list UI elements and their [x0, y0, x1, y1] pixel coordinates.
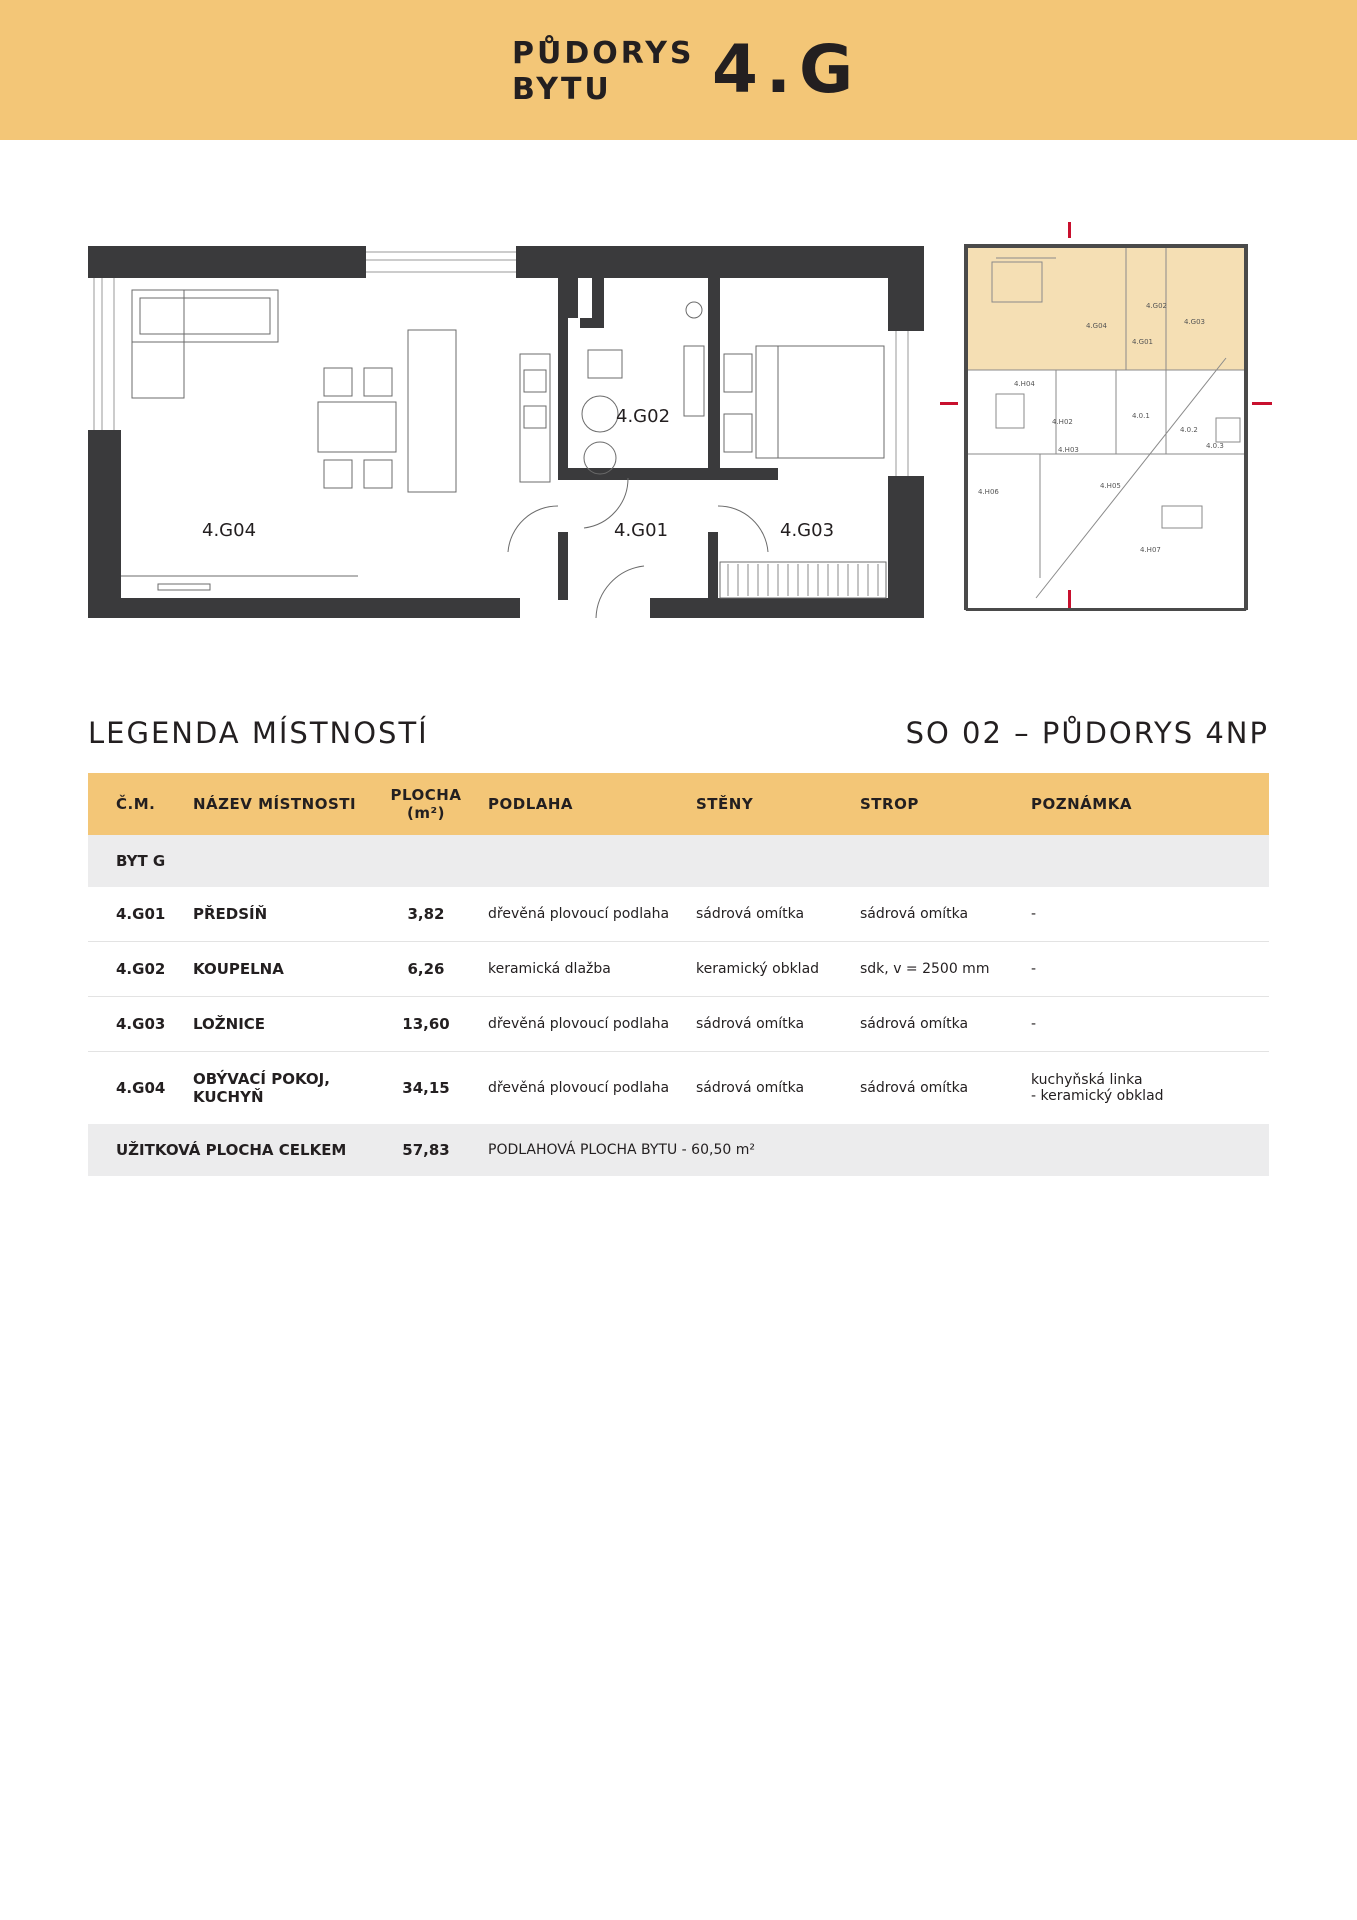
total-area: 57,83: [378, 1124, 474, 1176]
col-header-walls: STĚNY: [696, 773, 858, 835]
wall-left-lower: [88, 430, 121, 618]
apartment-code: 4.G: [712, 31, 862, 108]
cell-note: -: [1029, 887, 1269, 942]
key-label-h06: 4.H06: [978, 488, 999, 496]
cell-ceiling: sádrová omítka: [860, 1080, 969, 1096]
table-group-row: [88, 835, 1269, 887]
table-row: [88, 887, 1269, 942]
cell-cm: 4.G03: [88, 997, 193, 1052]
cell-name: [193, 1052, 378, 1125]
cell-name-line2: KUCHYŇ: [193, 1088, 264, 1106]
col-header-area-line2: (m²): [407, 804, 445, 822]
key-label-g01: 4.G01: [1132, 338, 1154, 346]
cell-cm: 4.G04: [116, 1079, 166, 1097]
header-kicker-line1: PŮDORYS: [512, 36, 695, 71]
key-label-g04: 4.G04: [1086, 322, 1108, 330]
cell-note: [1029, 1052, 1269, 1125]
key-label-h07: 4.H07: [1140, 546, 1161, 554]
cell-ceiling: sádrová omítka: [858, 887, 1029, 942]
cell-note-line2: - keramický obklad: [1031, 1088, 1164, 1104]
room-legend-table: [88, 773, 1269, 1176]
cell-floor: dřevěná plovoucí podlaha: [474, 997, 696, 1052]
cell-floor: dřevěná plovoucí podlaha: [474, 887, 696, 942]
header-kicker-line2: BYTU: [512, 72, 612, 107]
key-label-h04: 4.H04: [1014, 380, 1035, 388]
key-label-g02: 4.G02: [1146, 302, 1168, 310]
col-header-cm: Č.M.: [88, 773, 193, 835]
cell-note: -: [1029, 942, 1269, 997]
table-header-row: [88, 773, 1269, 835]
table-row: [88, 997, 1269, 1052]
key-plan-highlight: [966, 246, 1246, 370]
table-row: [88, 1052, 1269, 1125]
col-header-ceiling: STROP: [858, 773, 1029, 835]
key-label-01: 4.0.1: [1132, 412, 1150, 420]
col-header-note: POZNÁMKA: [1029, 773, 1269, 835]
key-label-h03: 4.H03: [1058, 446, 1079, 454]
total-floor-area: PODLAHOVÁ PLOCHA BYTU - 60,50 m²: [474, 1124, 1269, 1176]
key-label-h02: 4.H02: [1052, 418, 1073, 426]
key-label-h05: 4.H05: [1100, 482, 1121, 490]
wall-top-right: [516, 246, 924, 278]
cell-area: 34,15: [402, 1079, 450, 1097]
room-label-g04: 4.G04: [202, 520, 257, 541]
cell-note: -: [1029, 997, 1269, 1052]
cell-floor: keramická dlažba: [474, 942, 696, 997]
wall-bath-right: [708, 278, 720, 480]
header-band: [0, 0, 1357, 140]
key-label-02: 4.0.2: [1180, 426, 1198, 434]
group-label: BYT G: [88, 835, 1269, 887]
room-label-g01: 4.G01: [614, 520, 669, 541]
cell-walls: sádrová omítka: [696, 1080, 805, 1096]
room-label-g02: 4.G02: [616, 406, 671, 427]
col-header-area: [378, 773, 474, 835]
wall-bath-bottom: [558, 468, 778, 480]
wall-right-lower: [888, 476, 924, 618]
legend-title: LEGENDA MÍSTNOSTÍ: [88, 716, 429, 750]
cell-cm: 4.G01: [88, 887, 193, 942]
cell-name: PŘEDSÍŇ: [193, 887, 378, 942]
wall-bottom-left: [88, 598, 520, 618]
cell-walls: sádrová omítka: [696, 997, 858, 1052]
col-header-floor: PODLAHA: [474, 773, 696, 835]
cell-walls: sádrová omítka: [696, 887, 858, 942]
room-label-g03: 4.G03: [780, 520, 835, 541]
cell-area: 3,82: [378, 887, 474, 942]
col-header-name: NÁZEV MÍSTNOSTI: [193, 773, 378, 835]
cell-area: 6,26: [378, 942, 474, 997]
cell-ceiling: sdk, v = 2500 mm: [858, 942, 1029, 997]
table-row: [88, 942, 1269, 997]
cell-cm: 4.G02: [88, 942, 193, 997]
table-total-row: [88, 1124, 1269, 1176]
cell-area: 13,60: [378, 997, 474, 1052]
wall-hall-right: [708, 532, 718, 600]
key-label-g03: 4.G03: [1184, 318, 1206, 326]
cell-walls: keramický obklad: [696, 942, 858, 997]
cell-name: LOŽNICE: [193, 997, 378, 1052]
key-label-03: 4.0.3: [1206, 442, 1224, 450]
wall-top-left: [88, 246, 366, 278]
legend-subtitle: SO 02 – PŮDORYS 4NP: [905, 716, 1269, 750]
total-label: UŽITKOVÁ PLOCHA CELKEM: [88, 1124, 378, 1176]
cell-floor: dřevěná plovoucí podlaha: [488, 1080, 670, 1096]
wall-right-upper: [888, 246, 924, 331]
floor-plan: [88, 246, 924, 618]
wall-bottom-right: [650, 598, 924, 618]
header-kicker: [512, 36, 702, 108]
cell-note-line1: kuchyňská linka: [1031, 1072, 1143, 1088]
key-plan: [936, 218, 1276, 618]
cell-name: KOUPELNA: [193, 942, 378, 997]
cell-name-line1: OBÝVACÍ POKOJ,: [193, 1070, 330, 1088]
cell-ceiling: sádrová omítka: [858, 997, 1029, 1052]
wall-hall-left: [558, 532, 568, 600]
col-header-area-line1: PLOCHA: [390, 786, 462, 804]
